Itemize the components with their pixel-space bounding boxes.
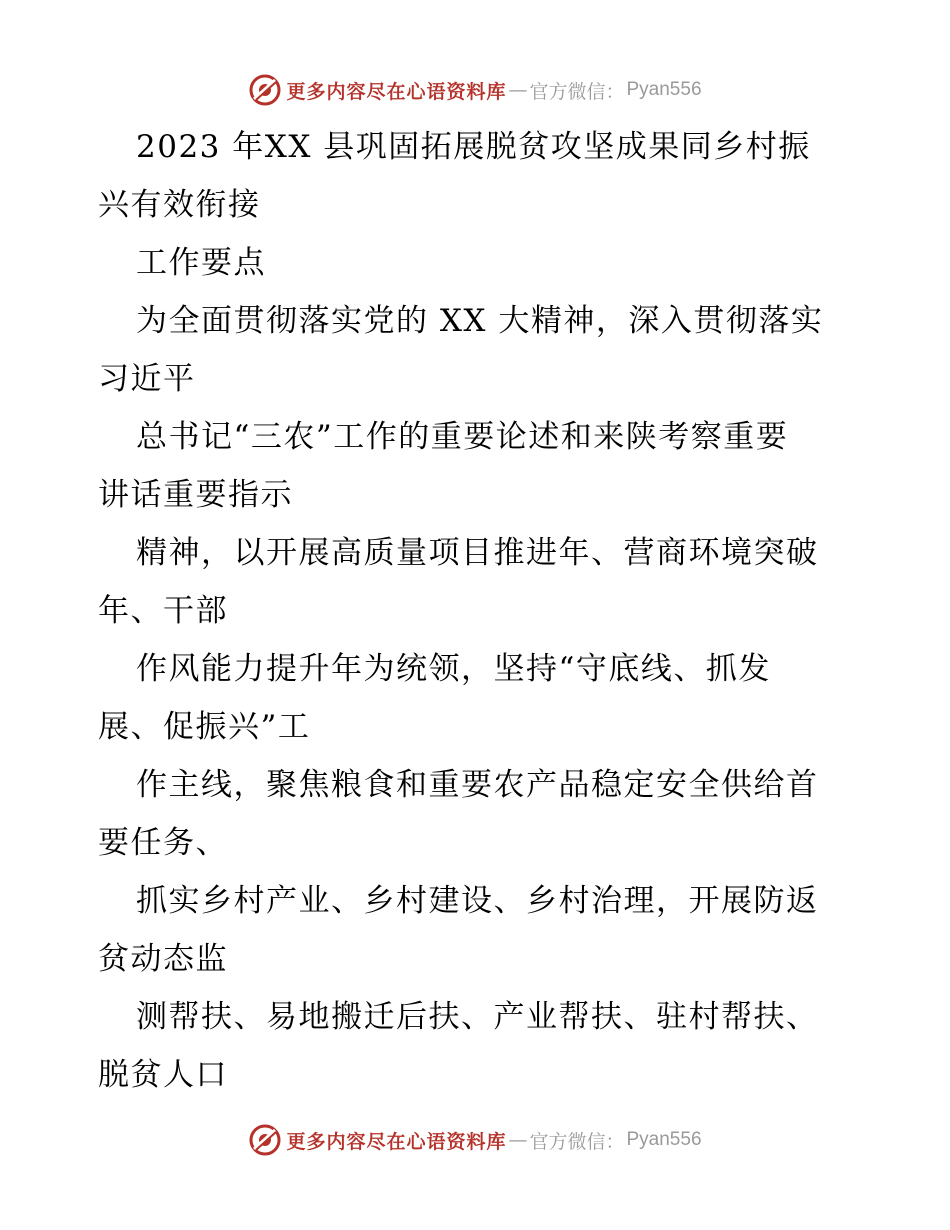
paragraph-line: 年、干部 <box>98 593 228 629</box>
header-banner <box>0 70 950 110</box>
paragraph-line: 展、促振兴”工 <box>98 709 311 745</box>
header-banner-wechat-id: Pyan556 <box>626 79 702 100</box>
footer-banner-sub-text: 官方微信： <box>529 1130 625 1153</box>
document-body <box>98 118 858 1104</box>
paragraph-line: 习近平 <box>98 361 196 397</box>
paragraph-line: 讲话重要指示 <box>98 477 293 513</box>
header-banner-sub-text: 官方微信： <box>529 80 625 103</box>
paragraph-line: 贫动态监 <box>98 941 228 977</box>
paragraph-line: 抓实乡村产业、乡村建设、乡村治理，开展防返 <box>136 883 819 919</box>
footer-banner-dash: — <box>508 1129 528 1151</box>
brand-logo-icon <box>248 1123 282 1157</box>
paragraph-line: 测帮扶、易地搬迁后扶、产业帮扶、驻村帮扶、 <box>136 999 819 1035</box>
footer-banner-wechat-id: Pyan556 <box>626 1129 702 1150</box>
paragraph-line: 作风能力提升年为统领，坚持“守底线、抓发 <box>136 651 771 687</box>
footer-banner-main-text: 更多内容尽在心语资料库 <box>286 1130 507 1153</box>
paragraph-line: 精神，以开展高质量项目推进年、营商环境突破 <box>136 535 819 571</box>
paragraph-line: 总书记“三农”工作的重要论述和来陕考察重要 <box>136 419 789 455</box>
header-banner-dash: — <box>508 79 528 101</box>
subtitle-line: 工作要点 <box>136 245 266 281</box>
paragraph-line: 为全面贯彻落实党的 XX 大精神，深入贯彻落实 <box>136 303 824 339</box>
paragraph-line: 作主线，聚焦粮食和重要农产品稳定安全供给首 <box>136 767 819 803</box>
paragraph-line: 脱贫人口 <box>98 1057 228 1093</box>
paragraph-line: 要任务、 <box>98 825 228 861</box>
title-line-1: 2023 年XX 县巩固拓展脱贫攻坚成果同乡村振 <box>136 129 811 165</box>
title-line-2: 兴有效衔接 <box>98 187 261 223</box>
header-banner-main-text: 更多内容尽在心语资料库 <box>286 80 507 103</box>
footer-banner <box>0 1120 950 1160</box>
brand-logo-icon <box>248 73 282 107</box>
